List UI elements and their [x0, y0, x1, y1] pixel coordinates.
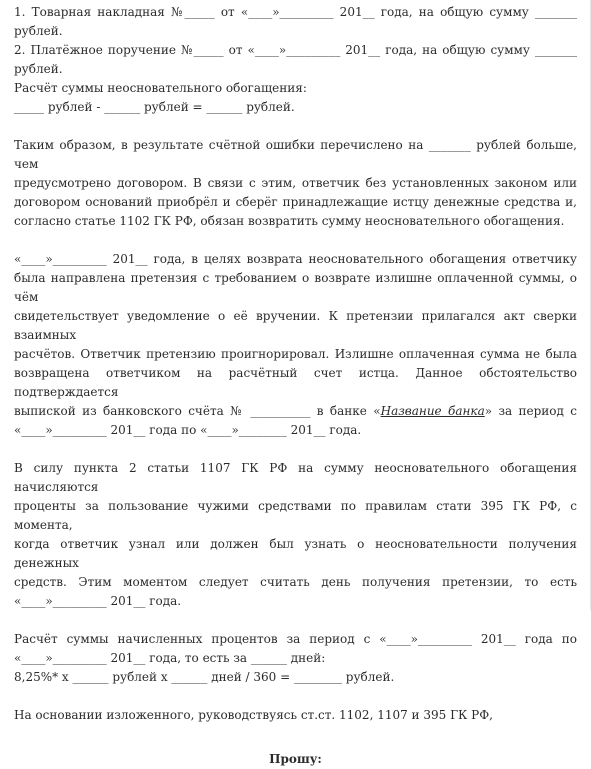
spacer — [14, 687, 577, 706]
list-item-1-line-1: 1. Товарная накладная №_____ от «____»_________ 201__ года, на общую сумму _______ — [14, 5, 577, 19]
paragraph-line: Таким образом, в результате счётной ошибки перечислено на _______ рублей больше, чем — [14, 138, 577, 171]
spacer — [14, 611, 577, 630]
paragraph-line: согласно статье 1102 ГК РФ, обязан возвратить сумму неосновательного обогащения. — [14, 214, 565, 228]
paragraph-line: возвращена ответчиком на расчётный счет истца. Данное обстоятельство подтверждается — [14, 366, 577, 399]
paragraph-overpayment — [14, 136, 577, 231]
enrichment-calculation — [14, 79, 577, 117]
spacer — [14, 231, 577, 250]
paragraph-line: расчётов. Ответчик претензию проигнорировал. Излишне оплаченная сумма не была — [14, 347, 577, 361]
list-item-2-line-1: 2. Платёжное поручение №_____ от «____»_________ 201__ года, на общую сумму _______ — [14, 43, 577, 57]
paragraph-interest-basis — [14, 459, 577, 611]
interest-formula: 8,25%* х ______ рублей х ______ дней / 360 = ________ рублей. — [14, 670, 395, 684]
spacer — [14, 440, 577, 459]
paragraph-line: «____»_________ 201__ года, в целях возврата неосновательного обогащения ответчику — [14, 252, 577, 266]
paragraph-legal-basis — [14, 706, 577, 725]
attachments-list — [14, 3, 577, 79]
calculation-formula: _____ рублей - ______ рублей = ______ рублей. — [14, 100, 295, 114]
paragraph-line: «____»_________ 201__ года по «____»________ 201__ года. — [14, 423, 362, 437]
paragraph-line: «____»_________ 201__ года. — [14, 594, 182, 608]
paragraph-line: когда ответчик узнал или должен был узнать о неосновательности получения денежных — [14, 537, 577, 570]
list-item-2-line-2: рублей. — [14, 62, 63, 76]
paragraph-line: На основании изложенного, руководствуясь ст.ст. 1102, 1107 и 395 ГК РФ, — [14, 708, 493, 722]
paragraph-line: предусмотрено договором. В связи с этим, ответчик без установленных законом или — [14, 176, 577, 190]
bank-name-link[interactable]: Название банка — [380, 404, 485, 418]
paragraph-line: Расчёт суммы начисленных процентов за период с «____»_________ 201__ года по — [14, 632, 577, 646]
paragraph-line-bank — [14, 402, 577, 421]
paragraph-line: средств. Этим моментом следует считать день получения претензии, то есть — [14, 575, 577, 589]
paragraph-line: «____»_________ 201__ года, то есть за ______ дней: — [14, 651, 326, 665]
paragraph-interest-calculation — [14, 630, 577, 687]
spacer — [14, 117, 577, 136]
spacer — [14, 725, 577, 744]
paragraph-line: свидетельствует уведомление о её вручении. К претензии прилагался акт сверки взаимных — [14, 309, 577, 342]
calculation-title: Расчёт суммы неосновательного обогащения: — [14, 81, 307, 95]
paragraph-claim — [14, 250, 577, 440]
bank-text-after: » за период с — [484, 404, 577, 418]
request-heading: Прошу: — [269, 752, 322, 766]
list-item-1-line-2: рублей. — [14, 24, 63, 38]
paragraph-line: В силу пункта 2 статьи 1107 ГК РФ на сумму неосновательного обогащения начисляются — [14, 461, 577, 494]
paragraph-line: была направлена претензия с требованием о возврате излишне оплаченной суммы, о чём — [14, 271, 577, 304]
bank-text-before: выпиской из банковского счёта № __________ в банке « — [14, 404, 381, 418]
paragraph-line: договором оснований приобрёл и сберёг принадлежащие истцу денежные средства и, — [14, 195, 577, 209]
paragraph-line: проценты за пользование чужими средствами по правилам стати 395 ГК РФ, с момента, — [14, 499, 577, 532]
